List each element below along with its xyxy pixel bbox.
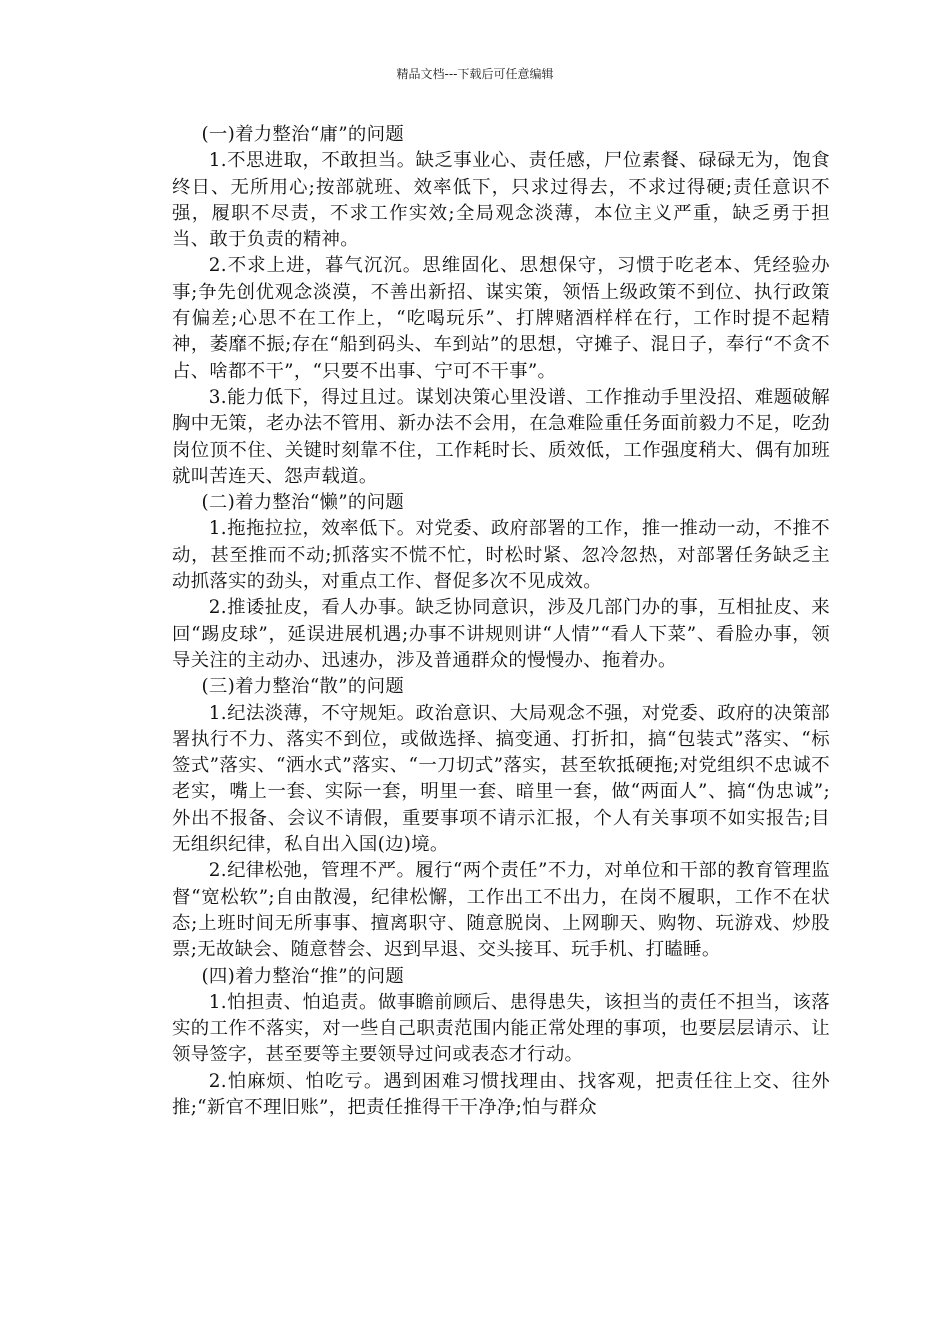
paragraph: 1.怕担责、怕追责。做事瞻前顾后、患得患失，该担当的责任不担当，该落实的工作不落实，对一些自己职责范围内能正常处理的事项，也要层层请示、让领导签字，甚至要等主要领导过问或表态才行动。 — [172, 991, 830, 1066]
paragraph: 1.不思进取，不敢担当。缺乏事业心、责任感，尸位素餐、碌碌无为，饱食终日、无所用心;按部就班、效率低下，只求过得去，不求过得硬;责任意识不强，履职不尽责，不求工作实效;全局观念淡薄，本位主义严重，缺乏勇于担当、敢于负责的精神。 — [172, 150, 830, 251]
paragraph: 2.推诿扯皮，看人办事。缺乏协同意识，涉及几部门办的事，互相扯皮、来回“踢皮球”，延误进展机遇;办事不讲规则讲“人情”“看人下菜”、看脸办事，领导关注的主动办、迅速办，涉及普通群众的慢慢办、拖着办。 — [172, 597, 830, 671]
section-heading: (四)着力整治“推”的问题 — [201, 965, 405, 987]
paragraph: 1.纪法淡薄，不守规矩。政治意识、大局观念不强，对党委、政府的决策部署执行不力、落实不到位，或做选择、搞变通、打折扣，搞“包装式”落实、“标签式”落实、“洒水式”落实、“一刀切式”落实，甚至软抵硬拖;对党组织不忠诚不老实，嘴上一套、实际一套，明里一套、暗里一套，做“两面人”、搞“伪忠诚”;外出不报备、会议不请假，重要事项不请示汇报，个人有关事项不如实报告;目无组织纪律，私自出入国(边)境。 — [172, 702, 830, 856]
paragraph: 3.能力低下，得过且过。谋划决策心里没谱、工作推动手里没招、难题破解胸中无策，老办法不管用、新办法不会用，在急难险重任务面前毅力不足，吃劲岗位顶不住、关键时刻靠不住，工作耗时长、质效低，工作强度稍大、偶有加班就叫苦连天、怨声载道。 — [172, 386, 830, 487]
page-header: 精品文档---下载后可任意编辑 — [396, 67, 554, 81]
section-heading: (一)着力整治“庸”的问题 — [201, 124, 405, 145]
section-heading: (三)着力整治“散”的问题 — [201, 676, 405, 698]
paragraph: 2.不求上进，暮气沉沉。思维固化、思想保守，习惯于吃老本、凭经验办事;争先创优观念淡漠，不善出新招、谋实策，领悟上级政策不到位、执行政策有偏差;心思不在工作上，“吃喝玩乐”、打牌赌酒样样在行，工作时提不起精神，萎靡不振;存在“船到码头、车到站”的思想，守摊子、混日子，奉行“不贪不占、啥都不干”，“只要不出事、宁可不干事”。 — [172, 255, 830, 382]
section-heading: (二)着力整治“懒”的问题 — [201, 492, 405, 514]
document-body — [172, 122, 830, 1121]
paragraph: 1.拖拖拉拉，效率低下。对党委、政府部署的工作，推一推动一动，不推不动，甚至推而不动;抓落实不慌不忙，时松时紧、忽冷忽热，对部署任务缺乏主动抓落实的劲头，对重点工作、督促多次不见成效。 — [172, 518, 830, 593]
paragraph: 2.纪律松弛，管理不严。履行“两个责任”不力，对单位和干部的教育管理监督“宽松软”;自由散漫，纪律松懈，工作出工不出力，在岗不履职，工作不在状态;上班时间无所事事、擅离职守、随意脱岗、上网聊天、购物、玩游戏、炒股票;无故缺会、随意替会、迟到早退、交头接耳、玩手机、打瞌睡。 — [172, 860, 830, 961]
paragraph: 2.怕麻烦、怕吃亏。遇到困难习惯找理由、找客观，把责任往上交、往外推;“新官不理旧账”，把责任推得干干净净;怕与群众 — [172, 1070, 830, 1118]
